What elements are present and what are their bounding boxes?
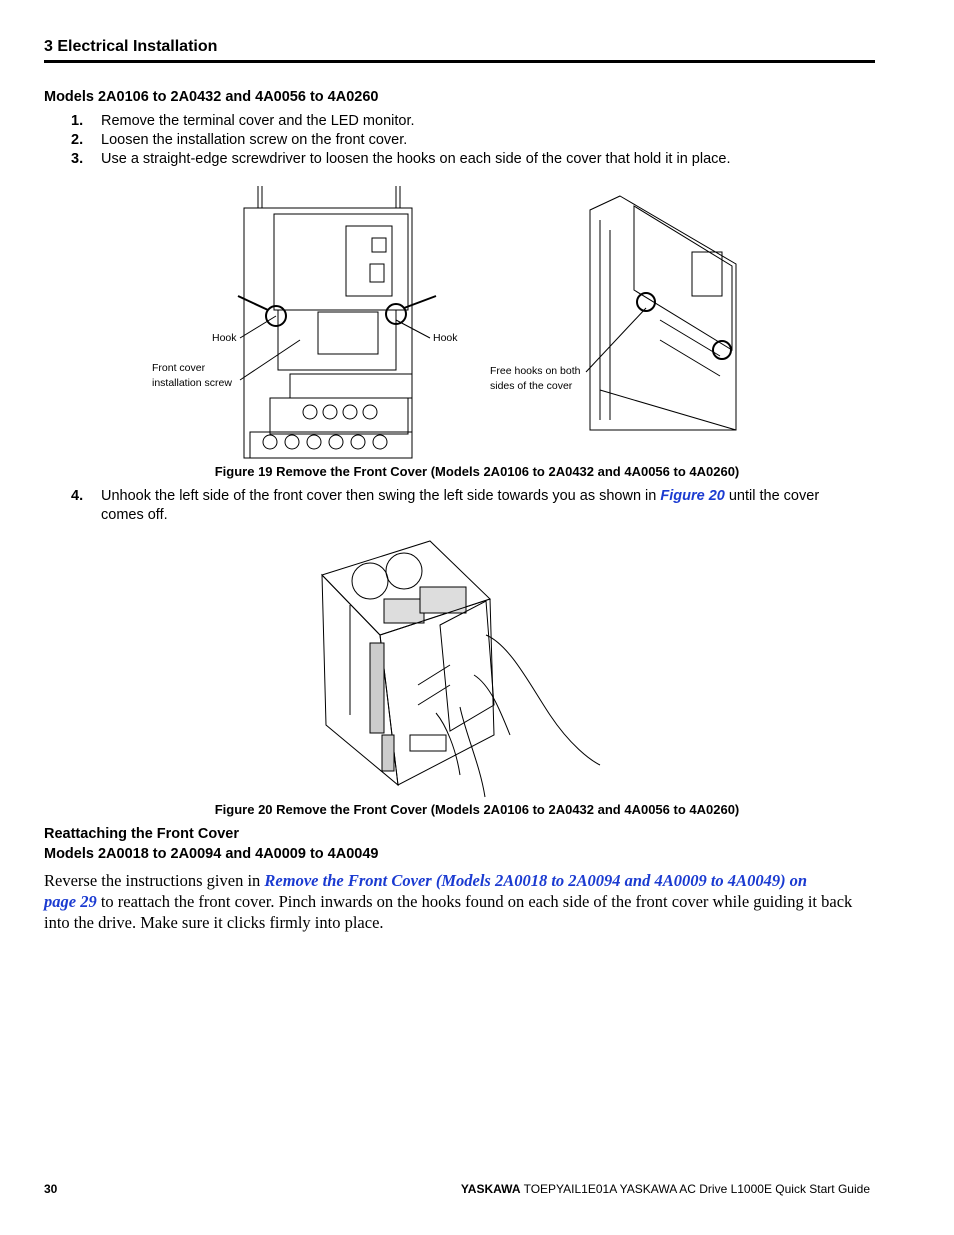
hook-label-left: Hook: [212, 332, 237, 344]
step-number: 4.: [71, 488, 84, 504]
hook-label-right: Hook: [433, 332, 458, 344]
step-text-line2: comes off.: [101, 507, 168, 523]
step-number: 2.: [71, 132, 84, 148]
page-29-link[interactable]: page 29: [44, 892, 97, 911]
step-1: [44, 113, 874, 133]
step-number: 3.: [71, 151, 84, 167]
paragraph-line-1: Reverse the instructions given in Remove the Front Cover (Models 2A0018 to 2A0094 and 4A0009 to 4A0049) on: [44, 871, 808, 890]
header-rule: [44, 60, 875, 63]
figure-19-illustration: [140, 180, 760, 460]
remove-cover-link[interactable]: Remove the Front Cover (Models 2A0018 to 2A0094 and 4A0009 to 4A0049) on: [264, 871, 808, 890]
footer-brand: YASKAWA: [460, 1182, 521, 1196]
footer-doc: YASKAWA TOEPYAIL1E01A YASKAWA AC Drive L1000E Quick Start Guide: [460, 1182, 870, 1196]
figure-20-illustration: [310, 535, 610, 800]
front-cover-label: Front cover: [152, 362, 206, 374]
step-text: Loosen the installation screw on the front cover.: [101, 132, 408, 148]
subheading-models-large: Models 2A0106 to 2A0432 and 4A0056 to 4A0260: [44, 89, 379, 105]
cover-sides-label: sides of the cover: [490, 380, 573, 392]
body-paragraph: [44, 870, 884, 933]
step-text: Unhook the left side of the front cover then swing the left side towards you as shown in Figure 20 until the cover: [101, 488, 820, 504]
paragraph-line-2: page 29 to reattach the front cover. Pinch inwards on the hooks found on each side of the front cover while guiding it back: [44, 892, 853, 911]
subheading-models-small: Models 2A0018 to 2A0094 and 4A0009 to 4A0049: [44, 846, 379, 862]
installation-screw-label: installation screw: [152, 377, 232, 389]
page-number: 30: [44, 1182, 58, 1196]
step-2: [44, 132, 874, 152]
step-text: Use a straight-edge screwdriver to loosen the hooks on each side of the cover that hold it in place.: [101, 151, 731, 167]
subheading-reattach: Reattaching the Front Cover: [44, 826, 239, 842]
step-text: Remove the terminal cover and the LED monitor.: [101, 113, 415, 129]
step-number: 1.: [71, 113, 84, 129]
figure-20-caption: Figure 20 Remove the Front Cover (Models 2A0106 to 2A0432 and 4A0056 to 4A0260): [214, 802, 740, 817]
free-hooks-label: Free hooks on both: [490, 365, 581, 377]
figure-19-caption: Figure 19 Remove the Front Cover (Models 2A0106 to 2A0432 and 4A0056 to 4A0260): [214, 464, 740, 479]
paragraph-line-3: into the drive. Make sure it clicks firmly into place.: [44, 913, 384, 932]
figure-20-link[interactable]: Figure 20: [660, 488, 725, 504]
step-4: [44, 488, 884, 528]
section-title: 3 Electrical Installation: [44, 38, 218, 55]
step-3: [44, 151, 874, 171]
